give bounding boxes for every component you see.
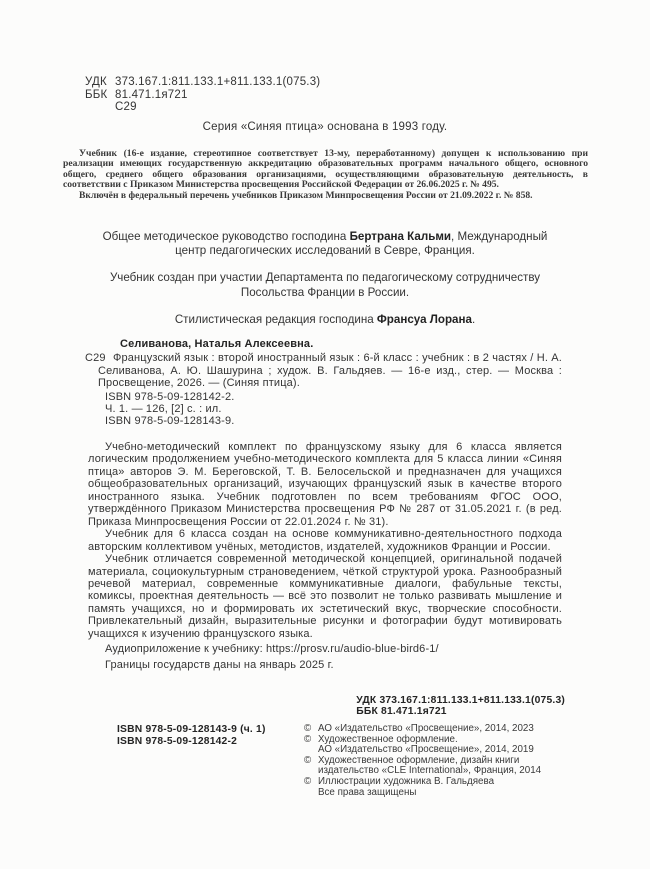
- annotation-paragraph-1: Учебно-методический комплект по французскому языку для 6 класса является логическим продолжением учебно-методического комплекта для 5 класса линии «Синяя птица» авторов Э. М. Береговской, Т. В. Белосельской и предназначен для учащихся общеобразовательных организаций, изучающих французский язык в качестве второго иностранного языка. Учебник подготовлен по всем требованиям ФГОС ООО, утверждённого Приказом Министерства просвещения РФ № 287 от 31.05.2021 г. (в ред. Приказа Минпросвещения России от 22.01.2024 г. № 31).: [88, 441, 562, 528]
- credits-block: [95, 230, 555, 340]
- footer-udk-line: УДК 373.167.1:811.133.1+811.133.1(075.3): [356, 695, 565, 706]
- footer-udk-bbk: [356, 695, 565, 718]
- copyright-text: Иллюстрации художника В. Гальдяева: [318, 775, 495, 787]
- copyright-list: [304, 724, 610, 798]
- bbk-value: 81.471.1я721: [115, 88, 188, 101]
- author-sign: С29: [115, 101, 137, 113]
- methodical-credit: [95, 230, 555, 258]
- bbk-label: ББК: [85, 88, 108, 101]
- copyright-symbol: ©: [304, 723, 312, 734]
- udk-line: [85, 76, 320, 89]
- methodical-credit-prefix: Общее методическое руководство господина: [102, 230, 350, 243]
- copyright-text: Все права защищены: [318, 786, 417, 798]
- catalog-sign: С29: [85, 352, 106, 365]
- annotation-paragraph-2: Учебник для 6 класса создан на основе коммуникативно-деятельностного подхода авторским коллективом учёных, методистов, издателей, художников Франции и России.: [88, 528, 562, 553]
- udk-bbk-block: [85, 76, 320, 114]
- copyright-text: АО «Издательство «Просвещение», 2014, 2023: [318, 723, 534, 734]
- copyright-item: [304, 735, 610, 756]
- catalog-entry-text: Французский язык : второй иностранный язык : 6-й класс : учебник : в 2 частях / Н. А. Селиванова, А. Ю. Шашурина ; худож. В. Гальдяев. — 16-е изд., стер. — Москва : Просвещение, 2026. — (Синяя птица).: [98, 352, 562, 390]
- copyright-symbol: ©: [304, 733, 312, 745]
- catalog-entry: [85, 352, 562, 390]
- copyright-symbol: ©: [304, 754, 312, 766]
- copyright-text: издательство «CLE International», Франция, 2014: [318, 765, 542, 777]
- style-credit: [95, 313, 555, 327]
- approval-paragraph-2: Включён в федеральный перечень учебников Приказом Минпросвещения России от 21.09.2022 г. № 858.: [79, 189, 533, 201]
- udk-label: УДК: [85, 76, 107, 88]
- catalog-isbn-lines: [105, 391, 560, 428]
- style-credit-prefix: Стилистическая редакция господина: [174, 312, 377, 326]
- isbn-line-2: ISBN 978-5-09-128143-9.: [105, 415, 235, 428]
- annotation-paragraph-3: Учебник отличается современной методической концепцией, оригинальной подачей материала, социокультурным страноведением, чёткой структурой урока. Разнообразный речевой материал, современные коммуникативные диалоги, фабульные тексты, комиксы, проектная деятельность — всё это позволит не только развивать мышление и память учащихся, но и формировать их эстетический вкус, творческие способности. Привлекательный дизайн, выразительные рисунки и фотографии будут мотивировать учащихся к изучению французского языка.: [88, 553, 562, 640]
- embassy-credit: Учебник создан при участии Департамента по педагогическому сотрудничеству Посольства Франции в России.: [109, 271, 541, 299]
- copyright-text: Художественное оформление, дизайн книги: [318, 754, 520, 766]
- copyright-item: [304, 724, 610, 735]
- copyright-symbol: ©: [304, 775, 312, 787]
- style-credit-suffix: .: [471, 312, 476, 326]
- footer-bbk-line: ББК 81.471.1я721: [356, 706, 447, 718]
- series-note: Серия «Синяя птица» основана в 1993 году.: [202, 121, 448, 133]
- udk-value: 373.167.1:811.133.1+811.133.1(075.3): [115, 76, 321, 88]
- audio-app-line: Аудиоприложение к учебнику: https://prosv.ru/audio-blue-bird6-1/: [105, 643, 439, 656]
- approval-notice: [63, 149, 588, 201]
- footer-isbn-line-1: ISBN 978-5-09-128143-9 (ч. 1): [117, 724, 266, 735]
- author-sign-line: [85, 101, 320, 114]
- bbk-line: [85, 89, 320, 102]
- copyright-item: [304, 777, 610, 798]
- copyright-text: АО «Издательство «Просвещение», 2014, 2019: [318, 744, 534, 756]
- style-credit-name: Франсуа Лорана: [376, 312, 472, 326]
- footer-isbn-block: [117, 724, 266, 747]
- methodical-credit-name: Бертрана Кальми: [349, 230, 452, 243]
- footer-isbn-line-2: ISBN 978-5-09-128142-2: [117, 735, 238, 747]
- approval-paragraph-1: Учебник (16-е издание, стереотипное соответствует 13-му, переработанному) допущен к использованию при реализации имеющих государственную аккредитацию образовательных программ начального общего, основного общего, среднего общего образования организациями, осуществляющими образовательную деятельность, в соответствии с Приказом Министерства просвещения Российской Федерации от 26.06.2025 г. № 495.: [63, 148, 588, 191]
- map-borders-line: Границы государств даны на январь 2025 г.: [105, 658, 334, 671]
- part-line: Ч. 1. — 126, [2] с. : ил.: [105, 403, 222, 416]
- copyright-item: [304, 756, 610, 777]
- copyright-text: Художественное оформление.: [318, 733, 458, 745]
- isbn-line-1: ISBN 978-5-09-128142-2.: [105, 390, 235, 403]
- methodical-credit-suffix: , Международный центр педагогических исследований в Севре, Франция.: [175, 230, 548, 258]
- annotation-block: [88, 441, 562, 671]
- catalog-author: Селиванова, Наталья Алексеевна.: [120, 338, 314, 350]
- catalog-card: [0, 338, 650, 428]
